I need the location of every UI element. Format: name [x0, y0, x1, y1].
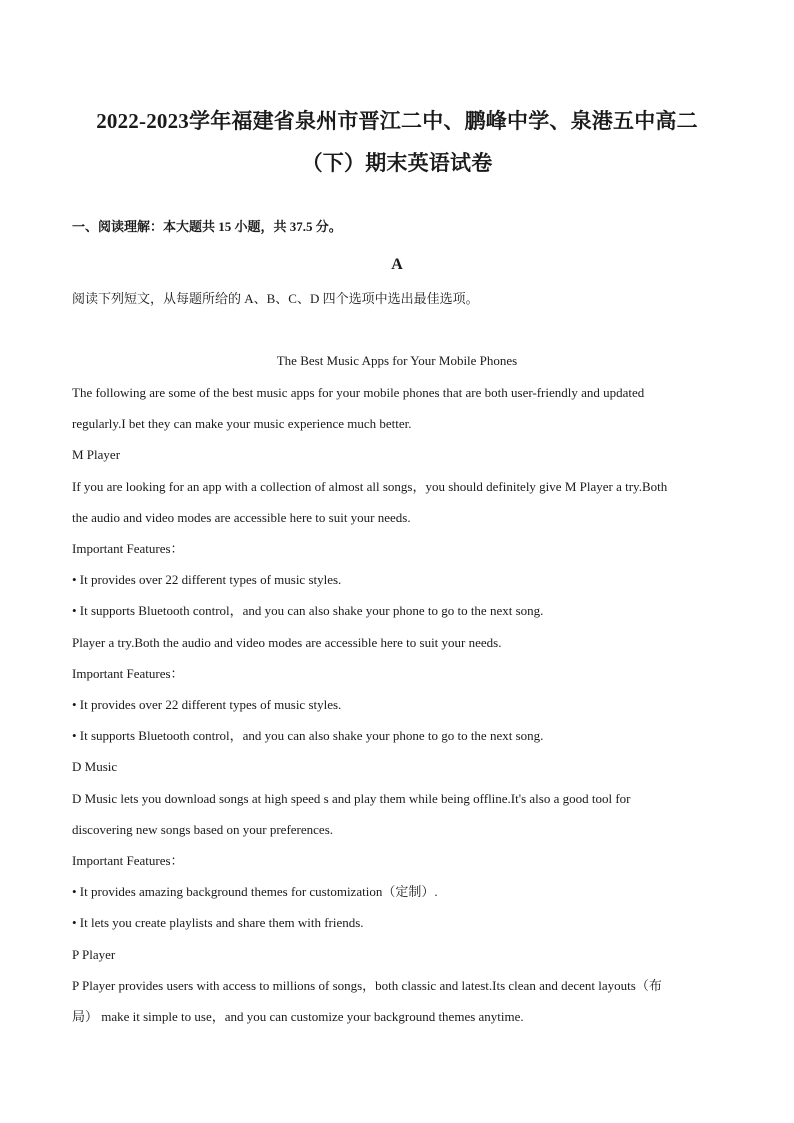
passage-line: the audio and video modes are accessible here to suit your needs.	[72, 509, 411, 525]
passage-line: • It provides over 22 different types of music styles.	[72, 697, 342, 713]
passage-title: The Best Music Apps for Your Mobile Phones	[276, 353, 518, 368]
passage-line: P Player provides users with access to millions of songs，both classic and latest.Its clean and decent layouts（布	[72, 977, 662, 993]
passage-line: Important Features：	[72, 853, 184, 869]
passage-line: Player a try.Both the audio and video modes are accessible here to suit your needs.	[72, 634, 502, 650]
instruction-text: 阅读下列短文，从每题所给的 A、B、C、D 四个选项中选出最佳选项。	[72, 291, 479, 306]
passage-line: regularly.I bet they can make your music experience much better.	[72, 416, 412, 432]
title-line-2: （下）期末英语试卷	[301, 151, 493, 175]
passage-line: discovering new songs based on your preferences.	[72, 821, 334, 837]
passage-line: P Player	[72, 946, 116, 962]
passage-line: If you are looking for an app with a collection of almost all songs，you should definitely give M Player a try.Both	[72, 478, 668, 494]
passage-line: Important Features：	[72, 665, 184, 681]
passage-line: M Player	[72, 447, 121, 463]
title-line-1: 2022-2023学年福建省泉州市晋江二中、鹏峰中学、泉港五中高二	[96, 109, 698, 133]
passage-line: • It supports Bluetooth control，and you can also shake your phone to go to the next song.	[72, 603, 544, 619]
passage-line: • It supports Bluetooth control，and you can also shake your phone to go to the next song.	[72, 728, 544, 744]
passage-line: • It provides over 22 different types of music styles.	[72, 572, 342, 588]
document-title	[40, 100, 754, 184]
section-heading: 一、阅读理解：本大题共 15 小题，共 37.5 分。	[72, 219, 342, 234]
passage-body	[72, 377, 722, 1032]
part-label: A	[391, 256, 403, 273]
passage-line: 局） make it simple to use，and you can customize your background themes anytime.	[72, 1009, 524, 1025]
passage-line: D Music	[72, 759, 118, 775]
passage-line: The following are some of the best music apps for your mobile phones that are both user-friendly and updated	[72, 385, 645, 400]
passage-line: • It lets you create playlists and share them with friends.	[72, 915, 364, 931]
passage-line: D Music lets you download songs at high speed s and play them while being offline.It's also a good tool for	[72, 790, 631, 806]
passage-line: Important Features：	[72, 541, 184, 557]
passage-line: • It provides amazing background themes for customization（定制）.	[72, 884, 438, 900]
